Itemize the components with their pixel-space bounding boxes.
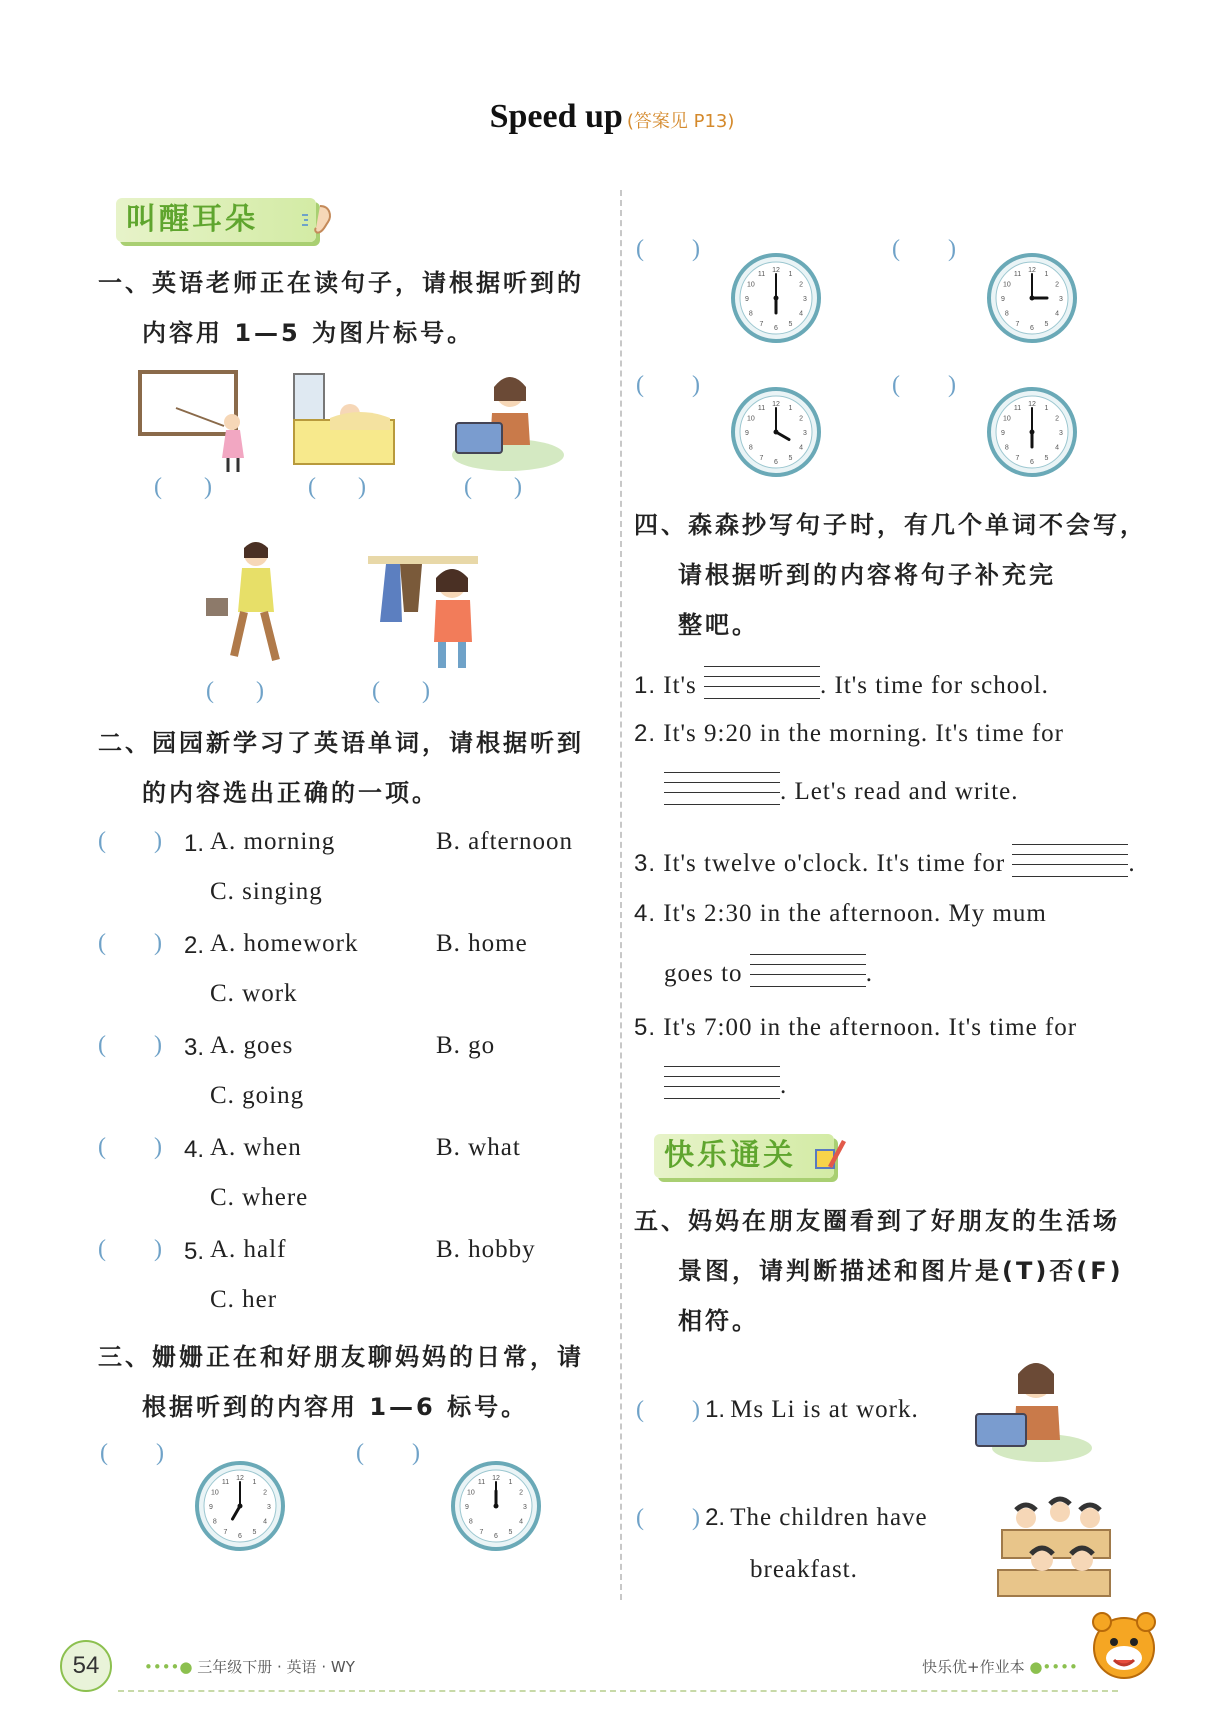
svg-text:1: 1 [788, 404, 793, 412]
svg-text:6: 6 [774, 459, 778, 466]
s2-q2-option-a[interactable]: A. homework [210, 930, 359, 957]
s4-l4-text-a: It's 2:30 in the afternoon. My mum [663, 900, 1047, 927]
svg-text:7: 7 [1015, 321, 1020, 329]
svg-text:2: 2 [799, 415, 804, 423]
svg-text:2: 2 [263, 1489, 268, 1497]
svg-text:3: 3 [803, 430, 807, 437]
svg-text:11: 11 [757, 404, 766, 412]
s2-q3-number: 3. [184, 1034, 205, 1061]
svg-text:9: 9 [465, 1504, 469, 1511]
s3-answer-bracket-2[interactable]: ( ) [356, 1440, 420, 1466]
svg-text:11: 11 [757, 270, 766, 278]
s4-l1-writing-blank[interactable] [704, 664, 820, 700]
page-title-block [0, 98, 1224, 136]
clock-5 [730, 386, 822, 478]
woman-walking-picture [204, 538, 294, 670]
section3-heading-line2: 根据听到的内容用 1—6 标号。 [142, 1393, 529, 1421]
s4-l1-text-a: It's [663, 672, 697, 699]
s4-l2-writing-blank[interactable] [664, 770, 780, 806]
svg-text:12: 12 [492, 1475, 500, 1482]
s3-answer-bracket-3[interactable]: ( ) [636, 236, 700, 262]
svg-text:9: 9 [1001, 296, 1005, 303]
svg-text:3: 3 [267, 1504, 271, 1511]
footer-left: ••••● 三年级下册 · 英语 · WY [144, 1658, 355, 1676]
svg-text:4: 4 [519, 1518, 524, 1526]
svg-text:10: 10 [746, 415, 755, 423]
svg-text:4: 4 [799, 310, 804, 318]
s5-question-1 [636, 1396, 919, 1424]
s2-q3-option-a[interactable]: A. goes [210, 1032, 294, 1059]
svg-text:4: 4 [799, 444, 804, 452]
s1-answer-bracket-2[interactable]: ( ) [308, 474, 366, 500]
s2-q4-option-a[interactable]: A. when [210, 1134, 302, 1161]
svg-text:12: 12 [772, 267, 780, 274]
svg-text:3: 3 [803, 296, 807, 303]
section5-heading-line1: 五、妈妈在朋友圈看到了好朋友的生活场 [634, 1207, 1120, 1235]
svg-text:4: 4 [263, 1518, 268, 1526]
footer-dashed-line [118, 1690, 1118, 1692]
s2-q3-option-c[interactable]: C. going [210, 1082, 305, 1109]
clock-1 [194, 1460, 286, 1552]
svg-text:7: 7 [759, 455, 764, 463]
svg-text:11: 11 [477, 1478, 486, 1486]
svg-text:6: 6 [774, 325, 778, 332]
banner-listening-label: 叫醒耳朵 [126, 202, 258, 237]
ms-li-at-laptop-picture [972, 1354, 1092, 1466]
svg-text:5: 5 [788, 321, 793, 329]
section4-heading-line1: 四、森森抄写句子时，有几个单词不会写， [634, 511, 1147, 539]
s4-l4-text-b: goes to [664, 960, 743, 987]
s4-l5-text-b: . [780, 1072, 788, 1099]
s1-answer-bracket-5[interactable]: ( ) [372, 678, 430, 704]
svg-text:1: 1 [508, 1478, 513, 1486]
svg-text:12: 12 [1028, 401, 1036, 408]
woman-at-laptop-picture [448, 365, 568, 475]
s2-q5-number: 5. [184, 1238, 205, 1265]
s2-q2-option-b[interactable]: B. home [436, 930, 528, 957]
s2-answer-bracket-5[interactable]: ( ) [98, 1236, 162, 1262]
column-divider [620, 190, 622, 1600]
banner-challenge [654, 1134, 834, 1178]
svg-text:12: 12 [772, 401, 780, 408]
s4-l2-text-b: . Let's read and write. [780, 778, 1019, 805]
svg-text:6: 6 [1030, 325, 1034, 332]
ear-icon [300, 202, 336, 238]
s4-l2-text-a: It's 9:20 in the morning. It's time for [663, 720, 1065, 747]
s3-answer-bracket-5[interactable]: ( ) [636, 372, 700, 398]
svg-text:4: 4 [1055, 310, 1060, 318]
section1-heading-line1: 一、英语老师正在读句子，请根据听到的 [98, 269, 584, 297]
s2-answer-bracket-2[interactable]: ( ) [98, 930, 162, 956]
s4-l4-number: 4. [634, 900, 657, 927]
teacher-at-blackboard-picture [136, 368, 256, 478]
svg-text:10: 10 [746, 281, 755, 289]
s2-q5-option-a[interactable]: A. half [210, 1236, 287, 1263]
s2-q1-option-a[interactable]: A. morning [210, 828, 336, 855]
s4-l2-number: 2. [634, 720, 657, 747]
s1-answer-bracket-3[interactable]: ( ) [464, 474, 522, 500]
svg-text:11: 11 [1013, 404, 1022, 412]
svg-text:10: 10 [210, 1489, 219, 1497]
children-in-classroom-picture [996, 1490, 1114, 1600]
s5-answer-bracket-1[interactable]: ( ) [636, 1397, 700, 1423]
svg-text:7: 7 [479, 1529, 484, 1537]
banner-challenge-label: 快乐通关 [664, 1138, 796, 1173]
section5-heading-line3: 相符。 [678, 1307, 759, 1335]
section2-heading-line2: 的内容选出正确的一项。 [142, 779, 439, 807]
s2-q1-option-b[interactable]: B. afternoon [436, 828, 573, 855]
s4-l4-text-c: . [865, 960, 874, 987]
svg-text:5: 5 [252, 1529, 257, 1537]
s2-q4-option-b[interactable]: B. what [436, 1134, 521, 1161]
svg-text:8: 8 [212, 1518, 217, 1526]
s2-q5-option-c[interactable]: C. her [210, 1286, 278, 1313]
svg-text:1: 1 [788, 270, 793, 278]
svg-text:12: 12 [236, 1475, 244, 1482]
page-number: 54 [60, 1640, 112, 1692]
section1-heading [98, 258, 618, 358]
s3-answer-bracket-1[interactable]: ( ) [100, 1440, 164, 1466]
s4-line-3 [634, 842, 1136, 878]
svg-text:2: 2 [1055, 415, 1060, 423]
svg-text:8: 8 [468, 1518, 473, 1526]
s2-answer-bracket-4[interactable]: ( ) [98, 1134, 162, 1160]
svg-text:5: 5 [508, 1529, 513, 1537]
s5-q2-number: 2. [705, 1504, 726, 1531]
s4-l3-writing-blank[interactable] [1012, 842, 1128, 878]
section3-heading-line1: 三、姗姗正在和好朋友聊妈妈的日常，请 [98, 1343, 584, 1371]
svg-text:2: 2 [519, 1489, 524, 1497]
svg-text:6: 6 [238, 1533, 242, 1540]
s4-line-4 [634, 900, 1154, 928]
svg-text:7: 7 [1015, 455, 1020, 463]
svg-text:3: 3 [523, 1504, 527, 1511]
s2-answer-bracket-1[interactable]: ( ) [98, 828, 162, 854]
svg-text:5: 5 [1044, 321, 1049, 329]
s2-question-1 [98, 826, 618, 928]
s4-l5-number: 5. [634, 1014, 657, 1041]
s5-q2-text: The children have [730, 1504, 928, 1531]
s2-answer-bracket-3[interactable]: ( ) [98, 1032, 162, 1058]
s4-l4-writing-blank[interactable] [750, 952, 866, 988]
svg-text:6: 6 [1030, 459, 1034, 466]
svg-text:3: 3 [1059, 430, 1063, 437]
svg-text:2: 2 [799, 281, 804, 289]
s2-q1-option-c[interactable]: C. singing [210, 878, 323, 905]
s3-answer-bracket-4[interactable]: ( ) [892, 236, 956, 262]
svg-text:1: 1 [1044, 404, 1049, 412]
s4-line-4-cont [664, 952, 873, 988]
svg-text:9: 9 [745, 430, 749, 437]
svg-text:11: 11 [1013, 270, 1022, 278]
svg-text:4: 4 [1055, 444, 1060, 452]
svg-text:1: 1 [1044, 270, 1049, 278]
s5-q1-number: 1. [705, 1396, 726, 1423]
s4-l5-writing-blank[interactable] [664, 1064, 780, 1100]
clock-2 [450, 1460, 542, 1552]
svg-text:10: 10 [466, 1489, 475, 1497]
answer-reference: (答案见 P13) [626, 111, 735, 132]
s4-l1-text-b: . It's time for school. [820, 672, 1049, 699]
banner-listening [116, 198, 316, 242]
svg-text:5: 5 [1044, 455, 1049, 463]
s4-line-5 [634, 1014, 1154, 1042]
s2-q4-option-c[interactable]: C. where [210, 1184, 309, 1211]
section4-heading-line2: 请根据听到的内容将句子补充完 [678, 561, 1056, 589]
child-sleeping-picture [290, 370, 400, 470]
s1-answer-bracket-4[interactable]: ( ) [206, 678, 264, 704]
s5-answer-bracket-2[interactable]: ( ) [636, 1505, 700, 1531]
s2-q4-number: 4. [184, 1136, 205, 1163]
section1-heading-line2: 内容用 1—5 为图片标号。 [142, 319, 475, 347]
s2-question-3 [98, 1030, 618, 1132]
pencil-cube-icon [812, 1136, 846, 1176]
section2-items [98, 826, 618, 1336]
svg-text:7: 7 [223, 1529, 228, 1537]
svg-text:8: 8 [1004, 444, 1009, 452]
svg-text:10: 10 [1002, 415, 1011, 423]
s5-q1-text: Ms Li is at work. [730, 1396, 919, 1423]
s2-question-2 [98, 928, 618, 1030]
svg-text:11: 11 [221, 1478, 230, 1486]
svg-text:12: 12 [1028, 267, 1036, 274]
s5-q2-text-cont: breakfast. [750, 1556, 858, 1583]
s4-line-2-cont [664, 770, 1019, 806]
section2-heading-line1: 二、园园新学习了英语单词，请根据听到 [98, 729, 584, 757]
s4-line-2 [634, 720, 1154, 748]
svg-text:8: 8 [748, 444, 753, 452]
s4-l5-text-a: It's 7:00 in the afternoon. It's time for [663, 1014, 1078, 1041]
svg-text:1: 1 [252, 1478, 257, 1486]
section4-heading [634, 500, 1154, 650]
svg-text:5: 5 [788, 455, 793, 463]
s2-question-4 [98, 1132, 618, 1234]
tiger-mascot-icon [1086, 1608, 1162, 1684]
s2-q2-number: 2. [184, 932, 205, 959]
s4-line-1 [634, 664, 1154, 700]
footer-book-label: 三年级下册 · 英语 · WY [197, 1658, 355, 1676]
section5-heading-line2: 景图，请判断描述和图片是(T)否(F) [678, 1257, 1124, 1285]
svg-text:9: 9 [1001, 430, 1005, 437]
section3-heading [98, 1332, 618, 1432]
s2-q1-number: 1. [184, 830, 205, 857]
girl-hanging-clothes-picture [366, 552, 482, 672]
s2-q2-option-c[interactable]: C. work [210, 980, 298, 1007]
footer-series-label: 快乐优+作业本 [922, 1658, 1025, 1676]
svg-text:9: 9 [745, 296, 749, 303]
section2-heading [98, 718, 618, 818]
s4-l3-number: 3. [634, 850, 657, 877]
svg-text:6: 6 [494, 1533, 498, 1540]
footer-right: 快乐优+作业本 ●•••• [922, 1658, 1078, 1676]
section5-heading [634, 1196, 1154, 1346]
svg-text:3: 3 [1059, 296, 1063, 303]
clock-6 [986, 386, 1078, 478]
s2-q5-option-b[interactable]: B. hobby [436, 1236, 536, 1263]
s1-answer-bracket-1[interactable]: ( ) [154, 474, 212, 500]
s2-question-5 [98, 1234, 618, 1336]
section4-heading-line3: 整吧。 [678, 611, 759, 639]
svg-text:2: 2 [1055, 281, 1060, 289]
svg-text:10: 10 [1002, 281, 1011, 289]
svg-text:7: 7 [759, 321, 764, 329]
s2-q3-option-b[interactable]: B. go [436, 1032, 496, 1059]
s4-l3-text-a: It's twelve o'clock. It's time for [663, 850, 1006, 877]
s4-l1-number: 1. [634, 672, 657, 699]
page-title: Speed up [489, 98, 623, 135]
svg-text:8: 8 [748, 310, 753, 318]
clock-3 [730, 252, 822, 344]
s5-question-2 [636, 1504, 928, 1532]
s4-l3-text-b: . [1128, 850, 1136, 877]
svg-text:8: 8 [1004, 310, 1009, 318]
svg-text:9: 9 [209, 1504, 213, 1511]
s3-answer-bracket-6[interactable]: ( ) [892, 372, 956, 398]
clock-4 [986, 252, 1078, 344]
s4-line-5-cont [664, 1064, 787, 1100]
